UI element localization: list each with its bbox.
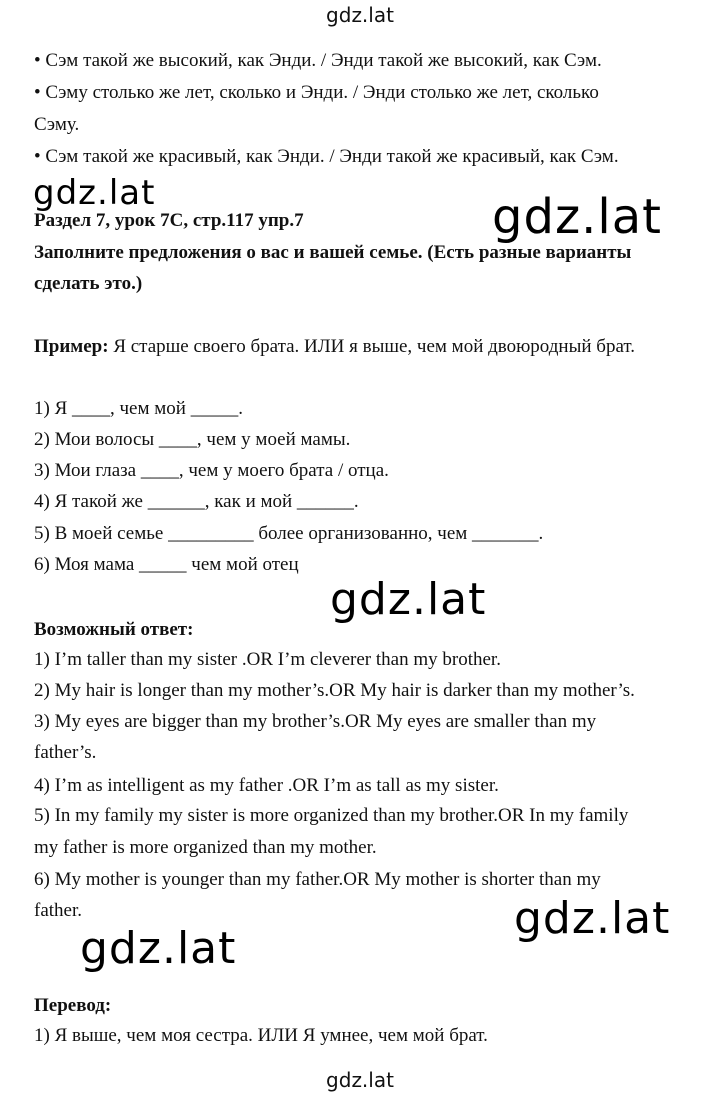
- answer-line: 3) My eyes are bigger than my brother’s.OR My eyes are smaller than my: [34, 711, 597, 732]
- exercise-item: 2) Мои волосы ____, чем у моей мамы.: [34, 429, 351, 450]
- answer-line: 2) My hair is longer than my mother’s.OR My hair is darker than my mother’s.: [34, 680, 635, 701]
- task-text-line1: Заполните предложения о вас и вашей семье. (Есть разные варианты: [34, 242, 632, 263]
- answer-line: my father is more organized than my mother.: [34, 837, 377, 858]
- example-line: [34, 336, 635, 358]
- intro-line: • Сэм такой же красивый, как Энди. / Энди такой же красивый, как Сэм.: [34, 146, 619, 167]
- answer-line: 6) My mother is younger than my father.OR My mother is shorter than my: [34, 869, 601, 890]
- section-heading: Раздел 7, урок 7C, стр.117 упр.7: [34, 210, 304, 231]
- exercise-item: 3) Мои глаза ____, чем у моего брата / отца.: [34, 460, 389, 481]
- watermark-top: gdz.lat: [326, 3, 394, 27]
- exercise-item: 1) Я ____, чем мой _____.: [34, 398, 243, 419]
- answer-line: father’s.: [34, 742, 97, 763]
- watermark-large: gdz.lat: [330, 574, 487, 625]
- example-text: Я старше своего брата. ИЛИ я выше, чем мой двоюродный брат.: [108, 336, 636, 357]
- intro-line: Сэму.: [34, 114, 80, 135]
- watermark-partial: gdz.lat: [33, 173, 156, 213]
- answer-line: 5) In my family my sister is more organized than my brother.OR In my family: [34, 805, 629, 826]
- exercise-item: 4) Я такой же ______, как и мой ______.: [34, 491, 359, 512]
- intro-line: • Сэму столько же лет, сколько и Энди. / Энди столько же лет, сколько: [34, 82, 599, 103]
- task-text-line2: сделать это.): [34, 273, 143, 294]
- watermark-bottom: gdz.lat: [326, 1068, 394, 1092]
- exercise-item: 6) Моя мама _____ чем мой отец: [34, 554, 299, 575]
- example-label: Пример:: [34, 336, 109, 357]
- watermark-large: gdz.lat: [80, 923, 237, 974]
- watermark-large: gdz.lat: [492, 189, 662, 245]
- watermark-large: gdz.lat: [514, 893, 671, 944]
- answer-heading: Возможный ответ:: [34, 619, 194, 640]
- answer-line: father.: [34, 900, 83, 921]
- translation-line: 1) Я выше, чем моя сестра. ИЛИ Я умнее, чем мой брат.: [34, 1025, 488, 1046]
- intro-line: • Сэм такой же высокий, как Энди. / Энди такой же высокий, как Сэм.: [34, 50, 602, 71]
- exercise-item: 5) В моей семье _________ более организованно, чем _______.: [34, 523, 544, 544]
- answer-line: 4) I’m as intelligent as my father .OR I’m as tall as my sister.: [34, 775, 499, 796]
- answer-line: 1) I’m taller than my sister .OR I’m cleverer than my brother.: [34, 649, 501, 670]
- translation-heading: Перевод:: [34, 995, 112, 1016]
